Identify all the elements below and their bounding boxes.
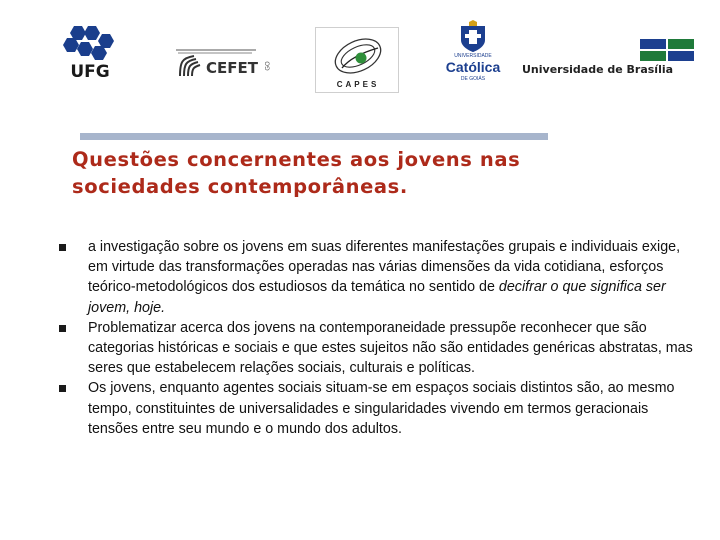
- title-divider: [80, 133, 548, 140]
- slide-title-line-1: Questões concernentes aos jovens nas: [72, 148, 521, 171]
- capes-orbit-icon: [316, 28, 399, 84]
- bullet-item: [59, 318, 694, 379]
- unb-wordmark: Universidade de Brasília: [522, 63, 674, 76]
- bullet-square-icon: [59, 244, 66, 251]
- capes-wordmark: CAPES: [336, 80, 380, 89]
- bullet-item: [59, 378, 694, 439]
- capes-logo: [315, 27, 399, 93]
- bullet-text: Os jovens, enquanto agentes sociais situam-se em espaços sociais distintos são, ao mesmo tempo, constituintes de universalidades e singularidades vivendo em termos geracionais tensões entre seu mundo e o mundo dos adultos.: [88, 380, 675, 437]
- catolica-top-text: UNIVERSIDADE: [454, 53, 492, 59]
- slide-title-line-2: sociedades contemporâneas.: [72, 175, 408, 198]
- bullet-text: Problematizar acerca dos jovens na contemporaneidade pressupõe reconhecer que são categorias históricas e sociais e que estes sujeitos não são entidades genéricas abstratas, mas seres que estabelecem relações sociais, culturais e políticas.: [88, 319, 693, 377]
- unb-logo: [522, 37, 698, 79]
- bullet-square-icon: [59, 325, 66, 332]
- unb-emblem-icon: [522, 37, 698, 65]
- bullet-square-icon: [59, 385, 66, 392]
- bullet-italic-text: decifrar o que significa ser jovem, hoje.: [88, 279, 666, 316]
- bullet-text: a investigação sobre os jovens em suas diferentes manifestações grupais e individuais exige, em virtude das transformações operadas nas várias dimensões da vida cotidiana, esforços teórico-metodológicos dos estudiosos da temática no sentido de: [88, 239, 681, 296]
- cefet-side-text: GO: [265, 61, 272, 71]
- ufg-logo: [57, 22, 122, 84]
- cefet-logo: [172, 44, 276, 82]
- catolica-wordmark: Católica: [445, 59, 501, 75]
- catolica-logo: [443, 20, 503, 84]
- bullet-item: [59, 237, 694, 318]
- bullet-list: [59, 237, 694, 439]
- ufg-wordmark: UFG: [70, 62, 110, 82]
- catolica-crest-icon: [443, 20, 503, 54]
- slide-title: [72, 146, 692, 200]
- cefet-wordmark: CEFET: [206, 59, 258, 77]
- catolica-bottom-text: DE GOIÁS: [460, 76, 486, 82]
